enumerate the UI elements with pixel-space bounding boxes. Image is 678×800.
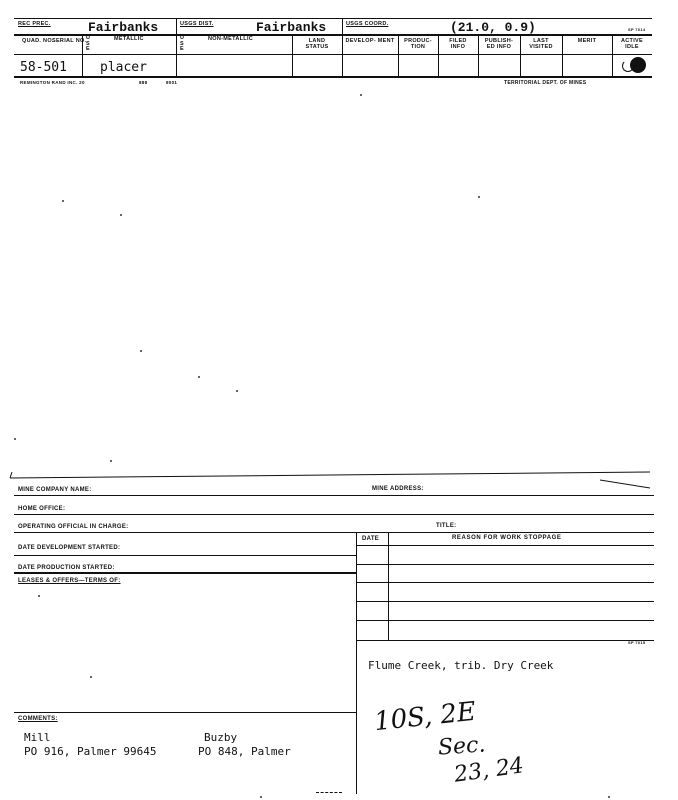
col-filed-info: FILED INFO	[449, 38, 467, 50]
form-number: SP 7014	[628, 27, 646, 32]
rule	[176, 18, 177, 76]
rule	[14, 18, 652, 19]
usgs-dist-value: Fairbanks	[256, 20, 327, 35]
date-production-label: DATE PRODUCTION STARTED:	[18, 565, 115, 571]
rule	[356, 601, 654, 602]
comment-2-address: PO 848, Palmer	[198, 745, 291, 758]
speck	[608, 796, 610, 798]
rule	[356, 582, 654, 583]
comment-1-name: Mill	[24, 731, 51, 744]
rule	[562, 34, 563, 76]
handwritten-section-label: Sec.	[437, 732, 487, 761]
comments-label: COMMENTS:	[18, 716, 58, 722]
comment-1-address: PO 916, Palmer 99645	[24, 745, 157, 758]
rule	[612, 34, 613, 76]
leases-label: LEASES & OFFERS—TERMS OF:	[18, 578, 121, 584]
rule	[14, 712, 356, 713]
rule	[14, 532, 654, 533]
location-text: Flume Creek, trib. Dry Creek	[368, 659, 554, 672]
rule	[342, 18, 343, 76]
form-number-lower: SP 7015	[628, 640, 646, 645]
operating-official-label: OPERATING OFFICIAL IN CHARGE:	[18, 524, 129, 530]
usgs-dist-label: USGS DIST.	[180, 21, 214, 27]
record-serial: 58-501	[20, 60, 67, 75]
usgs-coord-label: USGS COORD.	[346, 21, 389, 27]
speck	[360, 94, 362, 96]
rule	[356, 545, 654, 546]
rule	[14, 495, 654, 496]
rule	[14, 54, 652, 55]
rule	[356, 564, 654, 565]
rule	[316, 792, 342, 793]
col-production: PRODUC- TION	[404, 38, 432, 50]
comment-2-name: Buzby	[204, 731, 238, 744]
footer-dept: TERRITORIAL DEPT. OF MINES	[504, 80, 587, 86]
stoppage-date-header: DATE	[362, 536, 380, 542]
handwritten-section-numbers: 23, 24	[452, 753, 526, 788]
rec-prec-value: Fairbanks	[88, 20, 159, 35]
speck	[14, 438, 16, 440]
col-development: DEVELOP- MENT	[345, 38, 395, 44]
rule	[438, 34, 439, 76]
rule	[14, 514, 654, 515]
rule	[14, 572, 356, 574]
card-edge	[0, 462, 678, 492]
stoppage-reason-header: REASON FOR WORK STOPPAGE	[452, 535, 562, 541]
handwritten-township: 10S, 2E	[372, 696, 478, 738]
col-land-status: LAND STATUS	[305, 38, 329, 50]
col-last-visited: LAST VISITED	[529, 38, 553, 50]
speck	[478, 196, 480, 198]
rule	[398, 34, 399, 76]
home-office-label: HOME OFFICE:	[18, 506, 66, 512]
col-published-info: PUBLISH- ED INFO	[484, 38, 514, 50]
col-merit: MERIT	[577, 38, 597, 44]
rule	[14, 555, 356, 556]
rule	[356, 620, 654, 621]
title-label: TITLE:	[436, 523, 457, 529]
speck	[62, 200, 64, 202]
col-metallic: METALLIC	[114, 36, 144, 42]
speck	[140, 350, 142, 352]
speck	[90, 676, 92, 678]
speck	[236, 390, 238, 392]
speck	[260, 796, 262, 798]
rule	[478, 34, 479, 76]
rule	[388, 532, 389, 640]
col-active-idle: ACTIVE IDLE	[621, 38, 643, 50]
active-idle-mark	[622, 60, 634, 72]
rule	[356, 532, 357, 794]
col-non-metallic: NON-METALLIC	[208, 36, 254, 42]
rule	[356, 640, 654, 641]
col-use-1: U S E	[86, 35, 91, 52]
footer-printer: REMINGTON RAND INC. 20	[20, 80, 85, 85]
col-quad-no: QUAD. NO.	[22, 38, 54, 44]
speck	[38, 595, 40, 597]
rule	[520, 34, 521, 76]
footer-code-b: 888	[139, 80, 148, 85]
mine-address-label: MINE ADDRESS:	[372, 486, 424, 492]
record-metallic: placer	[100, 60, 147, 75]
col-serial-no: SERIAL NO.	[52, 38, 87, 44]
mine-company-name-label: MINE COMPANY NAME:	[18, 487, 92, 493]
rec-prec-label: REC PREC.	[18, 21, 51, 27]
speck	[198, 376, 200, 378]
usgs-coord-value: (21.0, 0.9)	[450, 20, 536, 35]
rule	[14, 76, 652, 78]
date-development-label: DATE DEVELOPMENT STARTED:	[18, 545, 121, 551]
footer-code-c: 8001	[166, 80, 178, 85]
speck	[120, 214, 122, 216]
col-use-2: U S E	[180, 35, 185, 52]
rule	[292, 34, 293, 76]
